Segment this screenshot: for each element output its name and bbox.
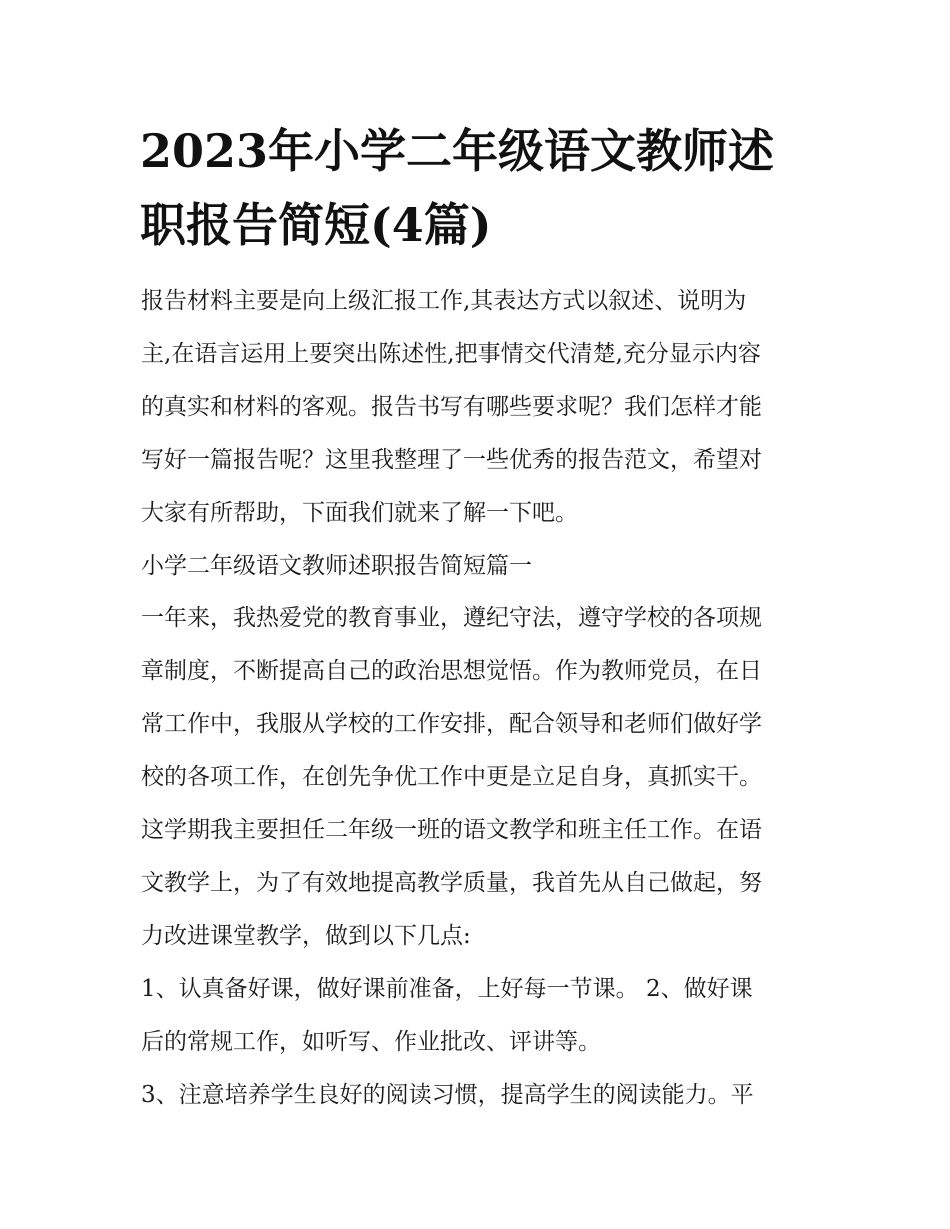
document-body: [141, 281, 821, 1115]
paragraph-line: 章制度，不断提高自己的政治思想觉悟。作为教师党员，在日: [141, 658, 762, 684]
document-title: [140, 114, 820, 262]
paragraph-line: 力改进课堂教学，做到以下几点:: [141, 923, 471, 949]
paragraph-line: 校的各项工作，在创先争优工作中更是立足自身，真抓实干。: [141, 764, 762, 790]
title-line: 2023年小学二年级语文教师述: [140, 124, 775, 178]
paragraph-line: 这学期我主要担任二年级一班的语文教学和班主任工作。在语: [141, 817, 762, 843]
list-item-line: 3、注意培养学生良好的阅读习惯，提高学生的阅读能力。平: [141, 1082, 754, 1108]
list-item-line: 1、认真备好课，做好课前准备，上好每一节课。 2、做好课: [141, 976, 753, 1002]
title-line: 职报告简短(4篇): [140, 198, 492, 252]
list-item: [141, 969, 821, 1062]
intro-line: 主,在语言运用上要突出陈述性,把事情交代清楚,充分显示内容: [141, 341, 761, 367]
paragraph-line: 一年来，我热爱党的教育事业，遵纪守法，遵守学校的各项规: [141, 605, 762, 631]
list-item: [141, 1075, 821, 1115]
intro-line: 大家有所帮助，下面我们就来了解一下吧。: [141, 500, 578, 526]
paragraph-line: 常工作中，我服从学校的工作安排，配合领导和老师们做好学: [141, 711, 762, 737]
intro-line: 的真实和材料的客观。报告书写有哪些要求呢？我们怎样才能: [141, 394, 762, 420]
list-item-line: 后的常规工作，如听写、作业批改、评讲等。: [141, 1029, 601, 1055]
paragraph-line: 文教学上，为了有效地提高教学质量，我首先从自己做起，努: [141, 870, 762, 896]
intro-line: 报告材料主要是向上级汇报工作,其表达方式以叙述、说明为: [141, 288, 747, 314]
section-heading: 小学二年级语文教师述职报告简短篇一: [141, 553, 532, 579]
intro-line: 写好一篇报告呢？这里我整理了一些优秀的报告范文，希望对: [141, 447, 762, 473]
section-paragraph: [141, 598, 821, 956]
intro-paragraph: [141, 281, 821, 533]
